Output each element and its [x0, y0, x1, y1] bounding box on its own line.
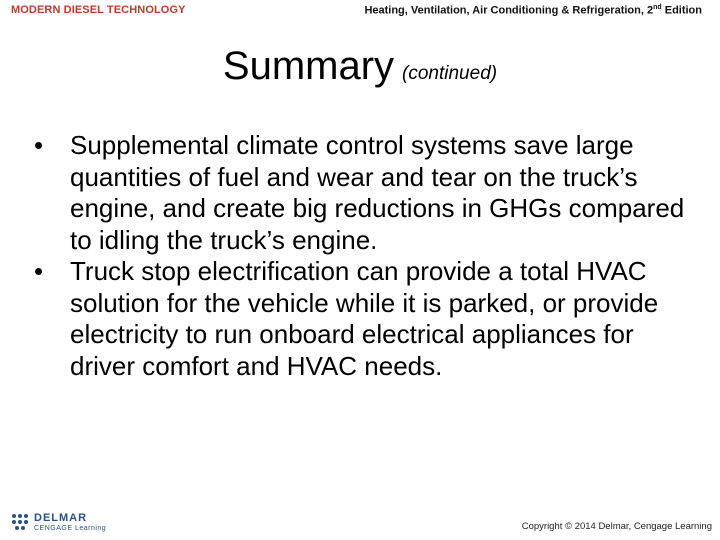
delmar-logo: [10, 510, 130, 536]
slide-title-main: Summary: [222, 44, 395, 88]
course-title: [364, 4, 702, 17]
slide-title-note: (continued): [402, 63, 498, 84]
bullet-text: Truck stop electrification can provide a total HVAC solution for the vehicle while it is parked, or provide electricity to run onboard electrical appliances for driver comfort and HVAC needs.: [70, 256, 659, 381]
logo-primary-text: DELMAR: [34, 512, 88, 524]
brand-title: MODERN DIESEL TECHNOLOGY: [11, 4, 186, 16]
slide-title: [0, 44, 720, 89]
bullet-icon: •: [34, 130, 44, 160]
bullet-list: [34, 130, 694, 382]
bullet-item: [34, 256, 694, 382]
logo-secondary-text: CENGAGE Learning: [34, 525, 107, 532]
bullet-text: Supplemental climate control systems save large quantities of fuel and wear and tear on the truck’s engine, and create big reductions in GHGs compared to idling the truck’s engine.: [70, 130, 685, 255]
bullet-icon: •: [34, 256, 44, 286]
delmar-logo-icon: [10, 512, 30, 534]
course-title-text: Heating, Ventilation, Air Conditioning & Refrigeration, 2: [364, 4, 654, 17]
edition-superscript: nd: [653, 4, 662, 11]
slide-header: [0, 0, 720, 22]
bullet-item: [34, 130, 694, 256]
copyright-text: Copyright © 2014 Delmar, Cengage Learning: [521, 521, 712, 532]
edition-suffix: Edition: [661, 4, 702, 17]
